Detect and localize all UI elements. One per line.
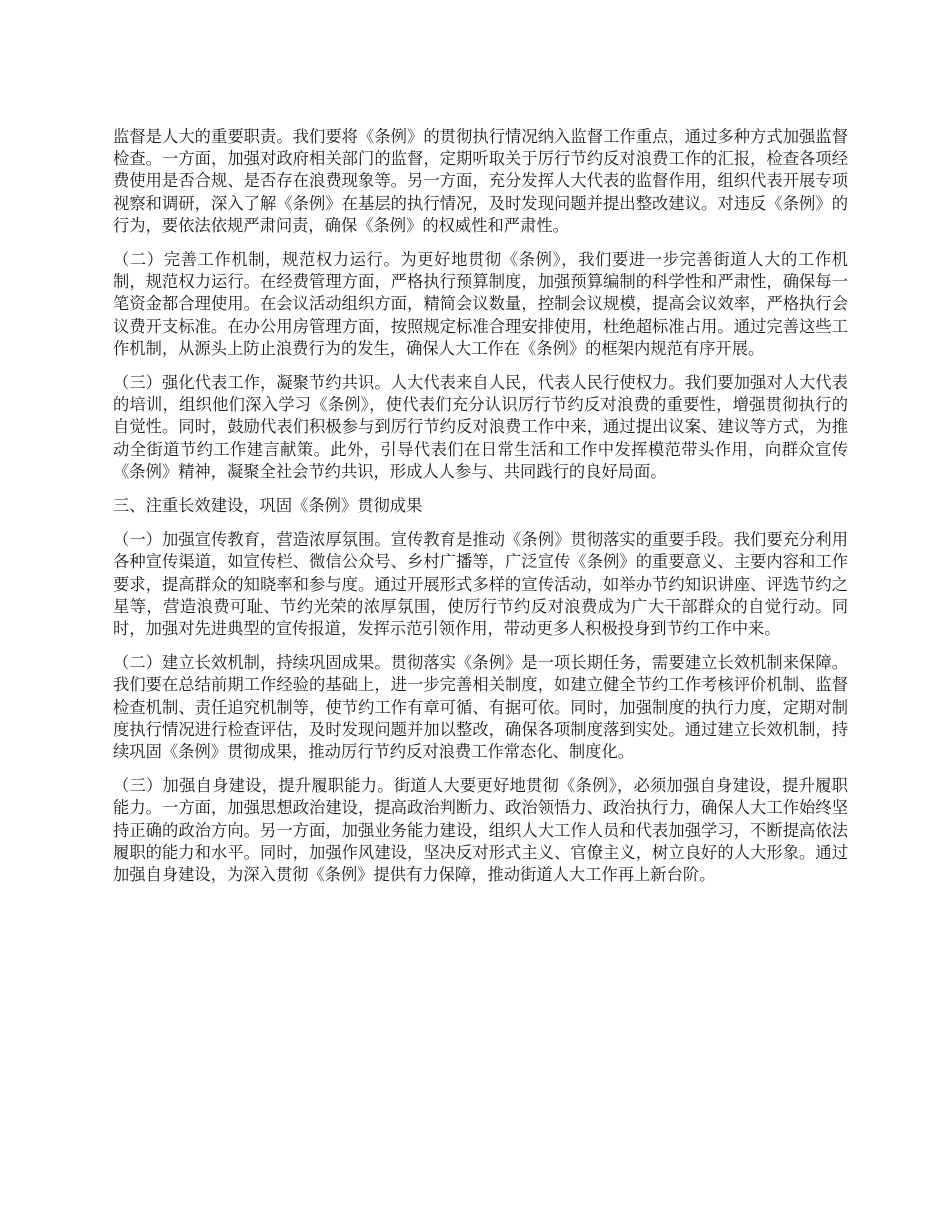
paragraph-publicity: （一）加强宣传教育，营造浓厚氛围。宣传教育是推动《条例》贯彻落实的重要手段。我们要充分利用各种宣传渠道，如宣传栏、微信公众号、乡村广播等，广泛宣传《条例》的重要意义、主要内容和工作要求，提高群众的知晓率和参与度。通过开展形式多样的宣传活动，如举办节约知识讲座、评选节约之星等，营造浪费可耻、节约光荣的浓厚氛围，使厉行节约反对浪费成为广大干部群众的自觉行动。同时，加强对先进典型的宣传报道，发挥示范引领作用，带动更多人积极投身到节约工作中来。 bbox=[113, 530, 848, 639]
paragraph-deputy-work: （三）强化代表工作，凝聚节约共识。人大代表来自人民，代表人民行使权力。我们要加强对人大代表的培训，组织他们深入学习《条例》，使代表们充分认识厉行节约反对浪费的重要性，增强贯彻执行的自觉性。同时，鼓励代表们积极参与到厉行节约反对浪费工作中来，通过提出议案、建议等方式，为推动全街道节约工作建言献策。此外，引导代表们在日常生活和工作中发挥模范带头作用，向群众宣传《条例》精神，凝聚全社会节约共识，形成人人参与、共同践行的良好局面。 bbox=[113, 373, 848, 481]
paragraph-work-mechanism: （二）完善工作机制，规范权力运行。为更好地贯彻《条例》，我们要进一步完善街道人大的工作机制，规范权力运行。在经费管理方面，严格执行预算制度，加强预算编制的科学性和严肃性，确保每一笔资金都合理使用。在会议活动组织方面，精简会议数量，控制会议规模，提高会议效率，严格执行会议费开支标准。在办公用房管理方面，按照规定标准合理安排使用，杜绝超标准占用。通过完善这些工作机制，从源头上防止浪费行为的发生，确保人大工作在《条例》的框架内规范有序开展。 bbox=[113, 250, 848, 358]
paragraph-self-building: （三）加强自身建设，提升履职能力。街道人大要更好地贯彻《条例》，必须加强自身建设，提升履职能力。一方面，加强思想政治建设，提高政治判断力、政治领悟力、政治执行力，确保人大工作始终坚持正确的政治方向。另一方面，加强业务能力建设，组织人大工作人员和代表加强学习，不断提高依法履职的能力和水平。同时，加强作风建设，坚决反对形式主义、官僚主义，树立良好的人大形象。通过加强自身建设，为深入贯彻《条例》提供有力保障，推动街道人大工作再上新台阶。 bbox=[113, 776, 848, 885]
paragraph-supervision: 监督是人大的重要职责。我们要将《条例》的贯彻执行情况纳入监督工作重点，通过多种方式加强监督检查。一方面，加强对政府相关部门的监督，定期听取关于厉行节约反对浪费工作的汇报，检查各项经费使用是否合规、是否存在浪费现象等。另一方面，充分发挥人大代表的监督作用，组织代表开展专项视察和调研，深入了解《条例》在基层的执行情况，及时发现问题并提出整改建议。对违反《条例》的行为，要依法依规严肃问责，确保《条例》的权威性和严肃性。 bbox=[113, 127, 848, 235]
section-heading-long-term: 三、注重长效建设，巩固《条例》贯彻成果 bbox=[113, 496, 423, 516]
document-body bbox=[113, 126, 848, 898]
paragraph-long-term-mechanism: （二）建立长效机制，持续巩固成果。贯彻落实《条例》是一项长期任务，需要建立长效机制来保障。我们要在总结前期工作经验的基础上，进一步完善相关制度，如建立健全节约工作考核评价机制、监督检查机制、责任追究机制等，使节约工作有章可循、有据可依。同时，加强制度的执行力度，定期对制度执行情况进行检查评估，及时发现问题并加以整改，确保各项制度落到实处。通过建立长效机制，持续巩固《条例》贯彻成果，推动厉行节约反对浪费工作常态化、制度化。 bbox=[113, 653, 848, 762]
